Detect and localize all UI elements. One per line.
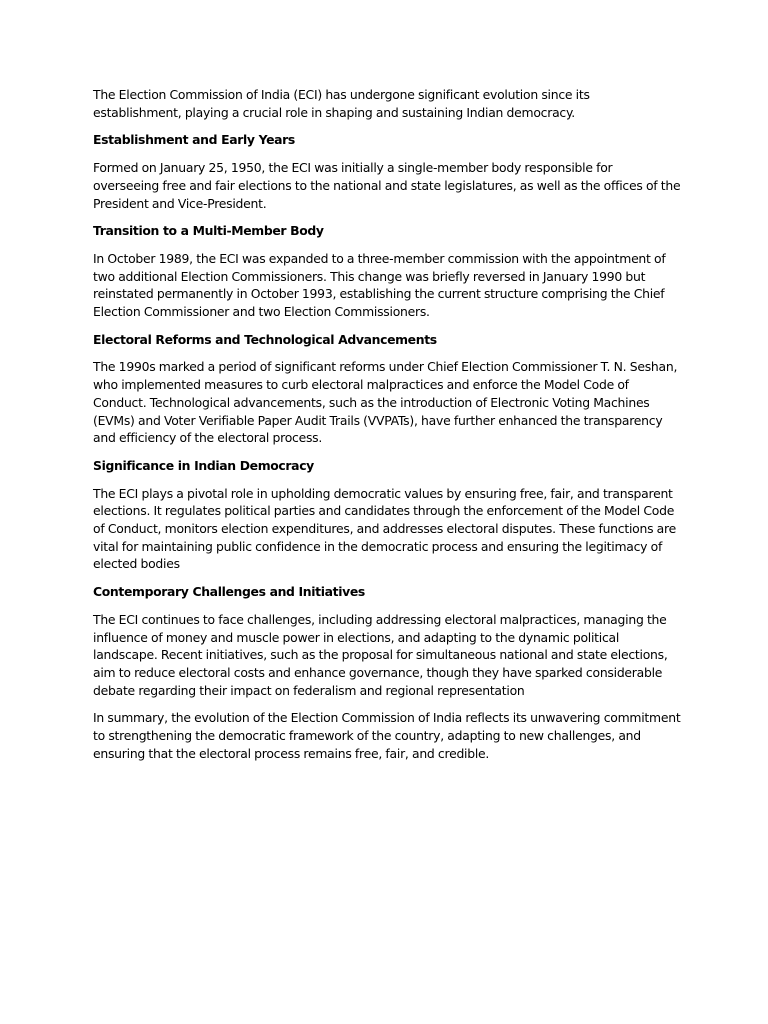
section-heading-significance: Significance in Indian Democracy: [93, 457, 314, 473]
document-page: [93, 86, 681, 773]
intro-paragraph: The Election Commission of India (ECI) has undergone significant evolution since its establishment, playing a crucial role in shaping and sustaining Indian democracy.: [93, 87, 590, 120]
section-body-establishment: Formed on January 25, 1950, the ECI was initially a single-member body responsible for overseeing free and fair elections to the national and state legislatures, as well as the offices of the President and Vice-President.: [93, 160, 681, 211]
section-heading-reforms: Electoral Reforms and Technological Advancements: [93, 331, 437, 347]
section-body-challenges: The ECI continues to face challenges, including addressing electoral malpractices, managing the influence of money and muscle power in elections, and adapting to the dynamic political landscape. Recent initiatives, such as the proposal for simultaneous national and state elections, aim to reduce electoral costs and enhance governance, though they have sparked considerable debate regarding their impact on federalism and regional representation: [93, 611, 668, 698]
section-heading-challenges: Contemporary Challenges and Initiatives: [93, 584, 365, 600]
section-body-multi-member: In October 1989, the ECI was expanded to a three-member commission with the appointment of two additional Election Commissioners. This change was briefly reversed in January 1990 but reinstated permanently in October 1993, establishing the current structure comprising the Chief Election Commissioner and two Election Commissioners.: [93, 250, 666, 320]
section-body-significance: The ECI plays a pivotal role in upholding democratic values by ensuring free, fair, and transparent elections. It regulates political parties and candidates through the enforcement of the Model Code of Conduct, monitors election expenditures, and addresses electoral disputes. These functions are vital for maintaining public confidence in the democratic process and ensuring the legitimacy of elected bodies: [93, 485, 676, 572]
summary-paragraph: In summary, the evolution of the Election Commission of India reflects its unwavering commitment to strengthening the democratic framework of the country, adapting to new challenges, and ensuring that the electoral process remains free, fair, and credible.: [93, 710, 681, 761]
section-body-reforms: The 1990s marked a period of significant reforms under Chief Election Commissioner T. N. Seshan, who implemented measures to curb electoral malpractices and enforce the Model Code of Conduct. Technological advancements, such as the introduction of Electronic Voting Machines (EVMs) and Voter Verifiable Paper Audit Trails (VVPATs), have further enhanced the transparency and efficiency of the electoral process.: [93, 359, 678, 446]
section-heading-establishment: Establishment and Early Years: [93, 132, 295, 148]
section-heading-multi-member: Transition to a Multi-Member Body: [93, 223, 324, 239]
